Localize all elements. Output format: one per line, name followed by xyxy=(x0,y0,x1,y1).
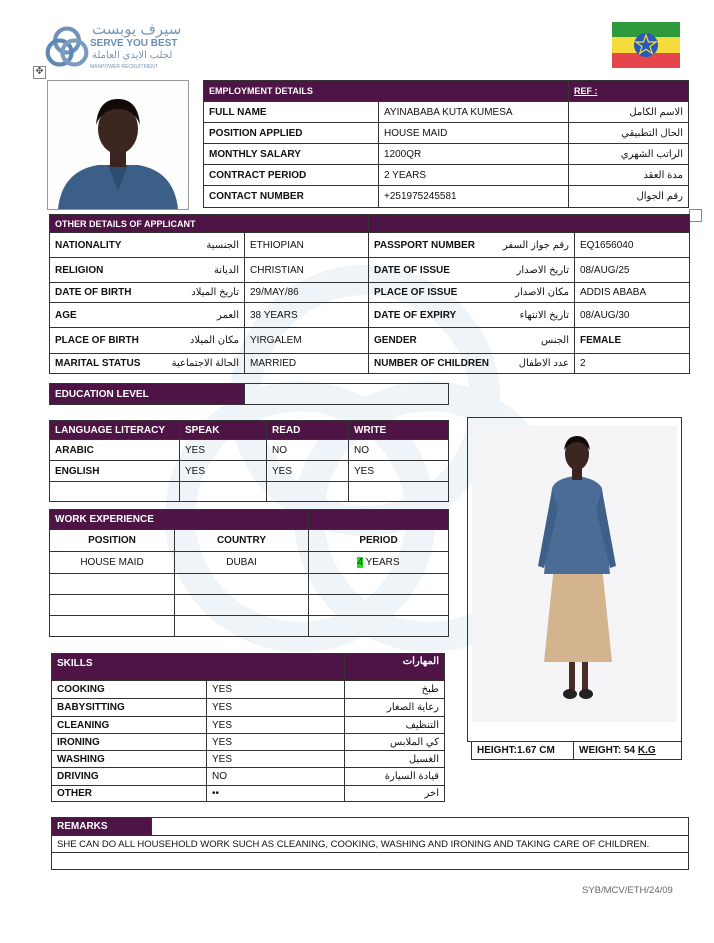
nationality-label: NATIONALITY xyxy=(55,239,122,251)
nationality-row xyxy=(50,233,690,258)
weight-value: WEIGHT: 54 xyxy=(579,745,638,756)
place-of-birth-row xyxy=(50,328,690,354)
skill-row xyxy=(52,751,445,768)
contract-period-label-ar: مدة العقد xyxy=(569,165,689,186)
contract-period-label: CONTRACT PERIOD xyxy=(204,165,379,186)
weight-unit: K.G xyxy=(637,745,656,756)
age-value: 38 YEARS xyxy=(245,303,369,328)
height-value: HEIGHT:1.67 CM xyxy=(472,742,574,760)
date-of-expiry-label-ar: تاريخ الانتهاء xyxy=(519,309,569,321)
skill-value: YES xyxy=(207,734,345,751)
work-position: HOUSE MAID xyxy=(50,552,175,574)
nationality-label-ar: الجنسية xyxy=(206,239,239,251)
religion-value: CHRISTIAN xyxy=(245,258,369,283)
document-code: SYB/MCV/ETH/24/09 xyxy=(582,885,673,896)
position-applied-label: POSITION APPLIED xyxy=(204,123,379,144)
employment-details-table xyxy=(203,80,689,208)
skill-name-ar: اخر xyxy=(345,786,445,802)
skill-name: COOKING xyxy=(52,681,207,699)
number-of-children-label: NUMBER OF CHILDREN xyxy=(374,358,489,369)
date-of-birth-value: 29/MAY/86 xyxy=(245,283,369,303)
standing-figure xyxy=(472,426,677,722)
date-of-issue-label-ar: تاريخ الاصدار xyxy=(516,264,569,276)
remarks-heading: REMARKS xyxy=(52,818,152,836)
skill-value: YES xyxy=(207,699,345,717)
date-of-birth-label: DATE OF BIRTH xyxy=(55,287,132,298)
work-experience-table xyxy=(49,509,449,637)
education-level-value xyxy=(245,384,449,405)
religion-row xyxy=(50,258,690,283)
skill-name: DRIVING xyxy=(52,768,207,786)
contact-number-label: CONTACT NUMBER xyxy=(204,186,379,208)
other-details-heading: OTHER DETAILS OF APPLICANT xyxy=(50,215,369,233)
write-header: WRITE xyxy=(349,421,449,440)
arabic-speak: YES xyxy=(180,440,267,461)
age-label-ar: العمر xyxy=(217,309,239,321)
skill-value: YES xyxy=(207,681,345,699)
passport-number-label: PASSPORT NUMBER xyxy=(374,239,475,251)
table-resize-handle[interactable] xyxy=(689,209,702,222)
skill-name-ar: قيادة السيارة xyxy=(345,768,445,786)
language-row-arabic xyxy=(50,440,449,461)
monthly-salary-label: MONTHLY SALARY xyxy=(204,144,379,165)
skill-row xyxy=(52,717,445,734)
skill-name: CLEANING xyxy=(52,717,207,734)
portrait-photo xyxy=(47,80,189,210)
place-of-birth-value: YIRGALEM xyxy=(245,328,369,354)
language-literacy-header: LANGUAGE LITERACY xyxy=(50,421,180,440)
marital-status-label-ar: الحالة الاجتماعية xyxy=(171,358,239,369)
date-of-expiry-value: 08/AUG/30 xyxy=(575,303,690,328)
gender-label-ar: الجنس xyxy=(540,335,569,346)
read-header: READ xyxy=(267,421,349,440)
flag-star-icon xyxy=(633,32,659,58)
monthly-salary-label-ar: الراتب الشهري xyxy=(569,144,689,165)
gender-value: FEMALE xyxy=(575,328,690,354)
skill-name: IRONING xyxy=(52,734,207,751)
religion-label: RELIGION xyxy=(55,264,104,276)
full-name-label-ar: الاسم الكامل xyxy=(569,102,689,123)
skill-row xyxy=(52,681,445,699)
position-applied-label-ar: الحال التطبيقي xyxy=(569,123,689,144)
language-literacy-table xyxy=(49,420,449,502)
work-period-unit: YEARS xyxy=(363,557,400,568)
education-level-label: EDUCATION LEVEL xyxy=(50,384,245,405)
employment-heading: EMPLOYMENT DETAILS xyxy=(204,81,569,102)
marital-status-row xyxy=(50,354,690,374)
skill-row xyxy=(52,768,445,786)
ethiopia-flag xyxy=(612,22,680,68)
age-row xyxy=(50,303,690,328)
gender-label: GENDER xyxy=(374,335,417,346)
arabic-read: NO xyxy=(267,440,349,461)
skill-value: •• xyxy=(207,786,345,802)
company-logo xyxy=(44,22,194,74)
remarks-text: SHE CAN DO ALL HOUSEHOLD WORK SUCH AS CLEANING, COOKING, WASHING AND IRONING AND TAKING CARE OF CHILDREN. xyxy=(52,836,689,853)
skill-row xyxy=(52,699,445,717)
company-name-en: SERVE YOU BEST xyxy=(90,38,178,49)
language-row-english xyxy=(50,461,449,482)
number-of-children-value: 2 xyxy=(575,354,690,374)
position-applied-value: HOUSE MAID xyxy=(379,123,569,144)
period-header: PERIOD xyxy=(309,530,449,552)
portrait-figure xyxy=(48,81,188,209)
skill-name: BABYSITTING xyxy=(52,699,207,717)
speak-header: SPEAK xyxy=(180,421,267,440)
monthly-salary-value: 1200QR xyxy=(379,144,569,165)
place-of-issue-label-ar: مكان الاصدار xyxy=(515,287,569,298)
place-of-issue-label: PLACE OF ISSUE xyxy=(374,287,458,298)
passport-number-value: EQ1656040 xyxy=(575,233,690,258)
skill-name-ar: طبخ xyxy=(345,681,445,699)
ref-label: REF : xyxy=(574,85,598,96)
age-label: AGE xyxy=(55,309,77,321)
skill-name: OTHER xyxy=(52,786,207,802)
religion-label-ar: الديانة xyxy=(213,264,239,276)
skill-value: YES xyxy=(207,751,345,768)
place-of-birth-label: PLACE OF BIRTH xyxy=(55,335,139,346)
work-row xyxy=(50,552,449,574)
work-period-number: 4 xyxy=(357,557,364,568)
skills-heading: SKILLS xyxy=(52,654,345,681)
skill-name-ar: التنظيف xyxy=(345,717,445,734)
arabic-write: NO xyxy=(349,440,449,461)
contract-period-value: 2 YEARS xyxy=(379,165,569,186)
date-of-issue-label: DATE OF ISSUE xyxy=(374,264,450,276)
logo-knot-icon xyxy=(44,22,90,72)
place-of-birth-label-ar: مكان الميلاد xyxy=(189,335,239,346)
skill-value: YES xyxy=(207,717,345,734)
full-name-label: FULL NAME xyxy=(204,102,379,123)
language-row-empty xyxy=(50,482,449,502)
number-of-children-label-ar: عدد الاطفال xyxy=(518,358,569,369)
contact-number-label-ar: رقم الجوال xyxy=(569,186,689,208)
company-name-ar: سيرف يوبست xyxy=(92,21,182,38)
skill-name-ar: الغسيل xyxy=(345,751,445,768)
remarks-table xyxy=(51,817,689,870)
full-name-value: AYINABABA KUTA KUMESA xyxy=(379,102,569,123)
work-country: DUBAI xyxy=(175,552,309,574)
date-of-expiry-label: DATE OF EXPIRY xyxy=(374,309,457,321)
skills-table xyxy=(51,653,445,802)
skill-value: NO xyxy=(207,768,345,786)
skill-name-ar: رعاية الصغار xyxy=(345,699,445,717)
table-move-handle[interactable]: ✥ xyxy=(33,66,46,79)
skills-heading-ar: المهارات xyxy=(345,654,445,681)
skill-row xyxy=(52,734,445,751)
education-table xyxy=(49,383,449,405)
date-of-birth-row xyxy=(50,283,690,303)
place-of-issue-value: ADDIS ABABA xyxy=(575,283,690,303)
physical-table xyxy=(471,741,682,760)
marital-status-label: MARITAL STATUS xyxy=(55,358,141,369)
country-header: COUNTRY xyxy=(175,530,309,552)
work-experience-heading: WORK EXPERIENCE xyxy=(50,510,309,530)
full-body-photo xyxy=(467,417,682,742)
language-name: ENGLISH xyxy=(50,461,180,482)
position-header: POSITION xyxy=(50,530,175,552)
skill-row xyxy=(52,786,445,802)
english-write: YES xyxy=(349,461,449,482)
skill-name: WASHING xyxy=(52,751,207,768)
english-read: YES xyxy=(267,461,349,482)
marital-status-value: MARRIED xyxy=(245,354,369,374)
other-details-table xyxy=(49,214,690,374)
nationality-value: ETHIOPIAN xyxy=(245,233,369,258)
company-tagline-en: MANPOWER RECRUITMENT xyxy=(90,64,158,70)
date-of-issue-value: 08/AUG/25 xyxy=(575,258,690,283)
company-tagline-ar: لجلب الايدي العاملة xyxy=(92,50,173,61)
date-of-birth-label-ar: تاريخ الميلاد xyxy=(191,287,239,298)
contact-number-value: +251975245581 xyxy=(379,186,569,208)
english-speak: YES xyxy=(180,461,267,482)
skill-name-ar: كي الملابس xyxy=(345,734,445,751)
language-name: ARABIC xyxy=(50,440,180,461)
passport-number-label-ar: رقم جواز السفر xyxy=(502,239,569,251)
